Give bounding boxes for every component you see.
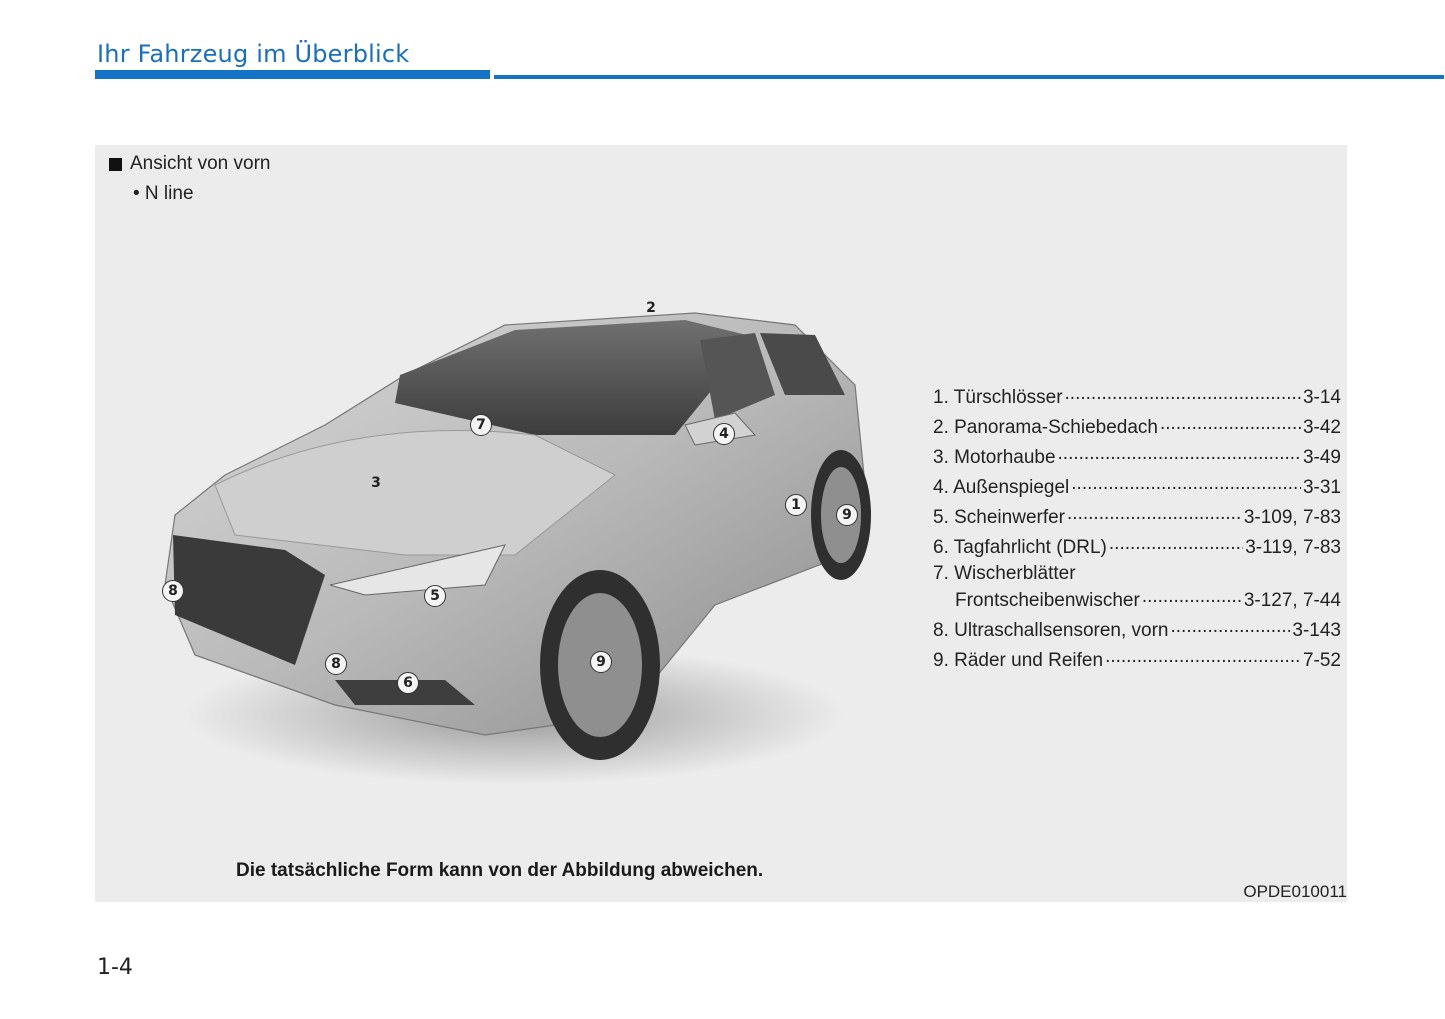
- callout-5: 5: [424, 585, 446, 607]
- callout-9-front: 9: [590, 651, 612, 673]
- callout-7: 7: [470, 414, 492, 436]
- square-bullet-icon: [109, 158, 122, 171]
- illustration-panel: [95, 145, 1347, 902]
- legend-item: 8. Ultraschallsensoren, vorn ..... 3-143: [933, 616, 1341, 646]
- legend-item: 9. Räder und Reifen ..... 7-52: [933, 646, 1341, 676]
- image-code: OPDE010011: [1243, 882, 1347, 901]
- view-title-text: Ansicht von vorn: [130, 153, 271, 174]
- callout-4: 4: [713, 423, 735, 445]
- illustration-disclaimer: Die tatsächliche Form kann von der Abbildung abweichen.: [236, 860, 764, 881]
- header-accent-bar: [95, 70, 490, 79]
- legend-item: 4. Außenspiegel ..... 3-31: [933, 473, 1341, 503]
- legend-item: 7. Wischerblätter Frontscheibenwischer ..... 3-127, 7-44: [933, 563, 1341, 616]
- callout-2: 2: [646, 300, 656, 316]
- view-title: [109, 153, 270, 175]
- header-rule: [494, 75, 1444, 79]
- page-header-title: Ihr Fahrzeug im Überblick: [97, 40, 410, 68]
- component-legend: [933, 383, 1341, 676]
- legend-item: 5. Scheinwerfer ..... 3-109, 7-83: [933, 503, 1341, 533]
- legend-item: 2. Panorama-Schiebedach ..... 3-42: [933, 413, 1341, 443]
- callout-9-rear: 9: [836, 504, 858, 526]
- callout-3: 3: [371, 475, 381, 491]
- callout-1: 1: [785, 494, 807, 516]
- legend-item: 3. Motorhaube ..... 3-49: [933, 443, 1341, 473]
- legend-item: 1. Türschlösser ..... 3-14: [933, 383, 1341, 413]
- callout-6: 6: [397, 672, 419, 694]
- callout-8-bumper: 8: [325, 653, 347, 675]
- page-number: 1-4: [97, 955, 133, 980]
- legend-item: 6. Tagfahrlicht (DRL) ..... 3-119, 7-83: [933, 533, 1341, 563]
- callout-8-left: 8: [162, 580, 184, 602]
- view-subtitle: • N line: [133, 183, 194, 204]
- car-illustration: [155, 285, 895, 795]
- car-drawing: [155, 285, 895, 795]
